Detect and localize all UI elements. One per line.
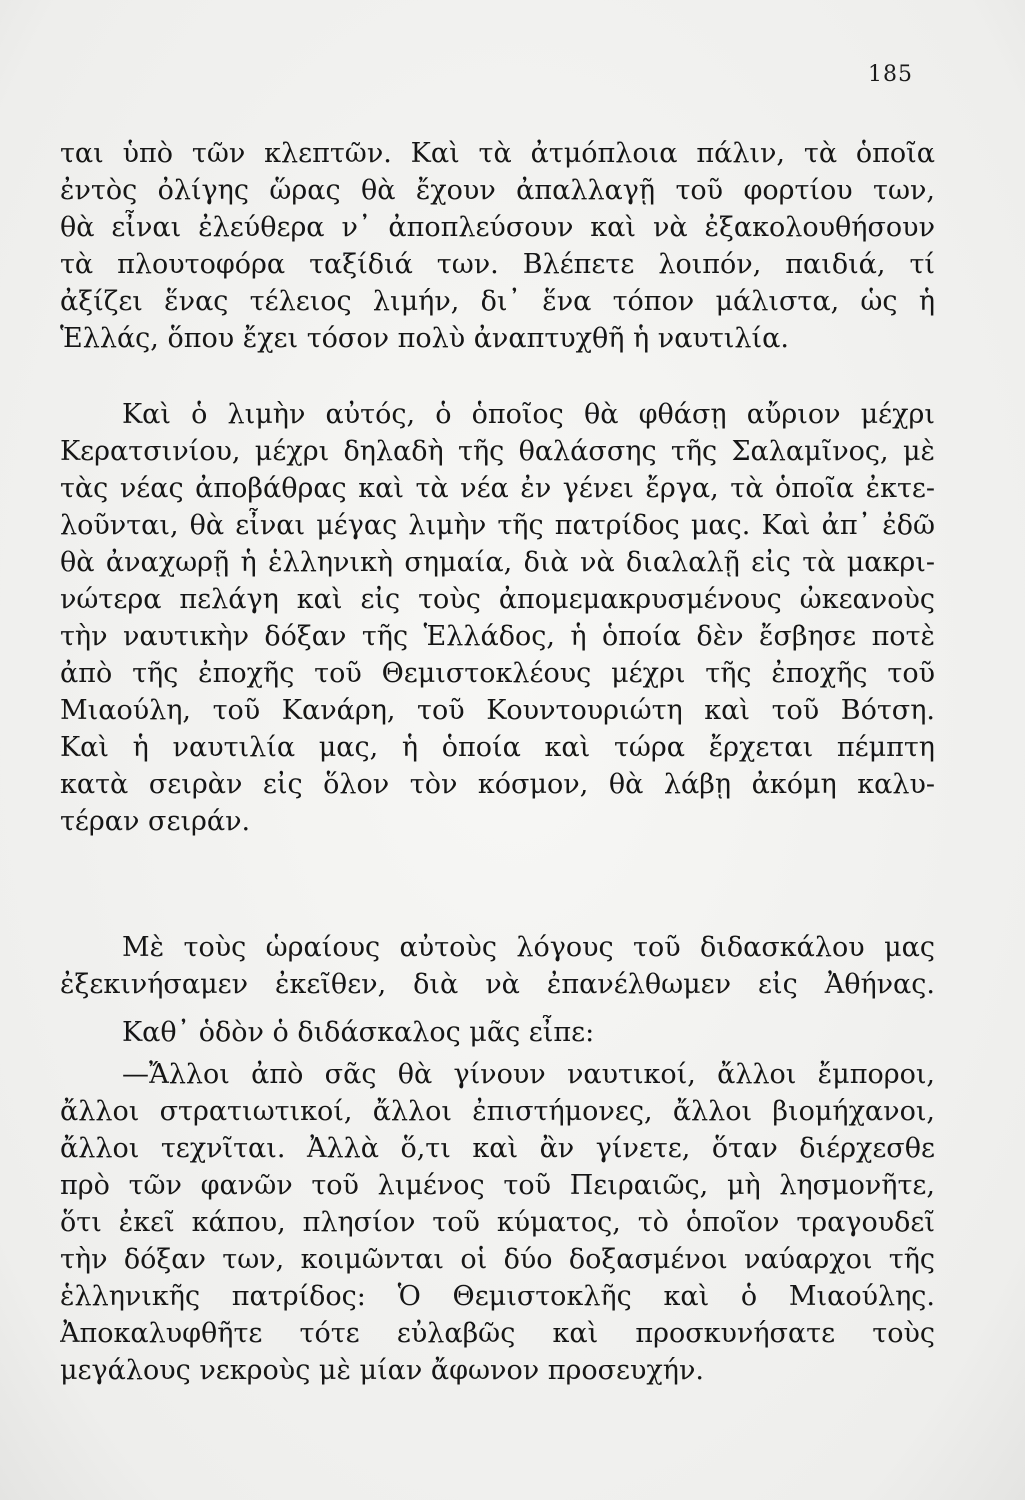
text-line: ἐξεκινήσαμεν ἐκεῖθεν, διὰ νὰ ἐπανέλθωμεν εἰς Ἀθήνας. xyxy=(60,969,935,1000)
text-line: θὰ ἀναχωρῇ ἡ ἑλληνικὴ σημαία, διὰ νὰ διαλαλῇ εἰς τὰ μακρι- xyxy=(60,547,935,578)
text-line: τὰς νέας ἀποβάθρας καὶ τὰ νέα ἐν γένει ἔργα, τὰ ὁποῖα ἐκτε- xyxy=(60,473,935,504)
text-line: μεγάλους νεκροὺς μὲ μίαν ἄφωνον προσευχήν. xyxy=(60,1355,704,1386)
text-line: Μὲ τοὺς ὡραίους αὐτοὺς λόγους τοῦ διδασκάλου μας xyxy=(122,932,935,963)
text-line: πρὸ τῶν φανῶν τοῦ λιμένος τοῦ Πειραιῶς, μὴ λησμονῆτε, xyxy=(60,1170,935,1201)
page-number: 185 xyxy=(868,62,913,87)
text-line: ἀξίζει ἕνας τέλειος λιμήν, δι᾽ ἕνα τόπον μάλιστα, ὡς ἡ xyxy=(60,286,935,317)
text-line: ἄλλοι τεχνῖται. Ἀλλὰ ὅ,τι καὶ ἂν γίνετε, ὅταν διέρχεσθε xyxy=(60,1133,935,1164)
text-line: ἑλληνικῆς πατρίδος: Ὁ Θεμιστοκλῆς καὶ ὁ Μιαούλης. xyxy=(60,1281,935,1312)
text-line: κατὰ σειρὰν εἰς ὅλον τὸν κόσμον, θὰ λάβῃ ἀκόμη καλυ- xyxy=(60,769,935,800)
text-line: ἐντὸς ὀλίγης ὥρας θὰ ἔχουν ἀπαλλαγῇ τοῦ φορτίου των, xyxy=(60,175,935,206)
text-line: Καθ᾽ ὁδὸν ὁ διδάσκαλος μᾶς εἶπε: xyxy=(122,1017,595,1048)
text-line: —Ἄλλοι ἀπὸ σᾶς θὰ γίνουν ναυτικοί, ἄλλοι ἔμποροι, xyxy=(122,1059,935,1090)
text-line: νώτερα πελάγη καὶ εἰς τοὺς ἀπομεμακρυσμένους ὠκεανοὺς xyxy=(60,584,935,615)
text-line: Μιαούλη, τοῦ Κανάρη, τοῦ Κουντουριώτη καὶ τοῦ Βότση. xyxy=(60,695,935,726)
text-line: Καὶ ἡ ναυτιλία μας, ἡ ὁποία καὶ τώρα ἔρχεται πέμπτη xyxy=(60,732,935,763)
text-line: θὰ εἶναι ἐλεύθερα ν᾽ ἀποπλεύσουν καὶ νὰ ἐξακολουθήσουν xyxy=(60,212,935,243)
text-line: Καὶ ὁ λιμὴν αὐτός, ὁ ὁποῖος θὰ φθάσῃ αὔριον μέχρι xyxy=(122,399,935,430)
text-line: ται ὑπὸ τῶν κλεπτῶν. Καὶ τὰ ἀτμόπλοια πάλιν, τὰ ὁποῖα xyxy=(60,138,935,169)
text-line: λοῦνται, θὰ εἶναι μέγας λιμὴν τῆς πατρίδος μας. Καὶ ἀπ᾽ ἐδῶ xyxy=(60,510,935,541)
text-line: ὅτι ἐκεῖ κάπου, πλησίον τοῦ κύματος, τὸ ὁποῖον τραγουδεῖ xyxy=(60,1207,935,1238)
text-line: ἄλλοι στρατιωτικοί, ἄλλοι ἐπιστήμονες, ἄλλοι βιομήχανοι, xyxy=(60,1096,935,1127)
text-line: τὴν ναυτικὴν δόξαν τῆς Ἑλλάδος, ἡ ὁποία δὲν ἔσβησε ποτὲ xyxy=(60,621,935,652)
text-line: τὰ πλουτοφόρα ταξίδιά των. Βλέπετε λοιπόν, παιδιά, τί xyxy=(60,249,935,280)
text-line: Ἑλλάς, ὅπου ἔχει τόσον πολὺ ἀναπτυχθῆ ἡ ναυτιλία. xyxy=(60,323,789,354)
text-line: Ἀποκαλυφθῆτε τότε εὐλαβῶς καὶ προσκυνήσατε τοὺς xyxy=(60,1318,935,1349)
text-line: τὴν δόξαν των, κοιμῶνται οἱ δύο δοξασμένοι ναύαρχοι τῆς xyxy=(60,1244,935,1275)
text-line: ἀπὸ τῆς ἐποχῆς τοῦ Θεμιστοκλέους μέχρι τῆς ἐποχῆς τοῦ xyxy=(60,658,935,689)
text-line: τέραν σειράν. xyxy=(60,806,251,837)
text-line: Κερατσινίου, μέχρι δηλαδὴ τῆς θαλάσσης τῆς Σαλαμῖνος, μὲ xyxy=(60,436,935,467)
